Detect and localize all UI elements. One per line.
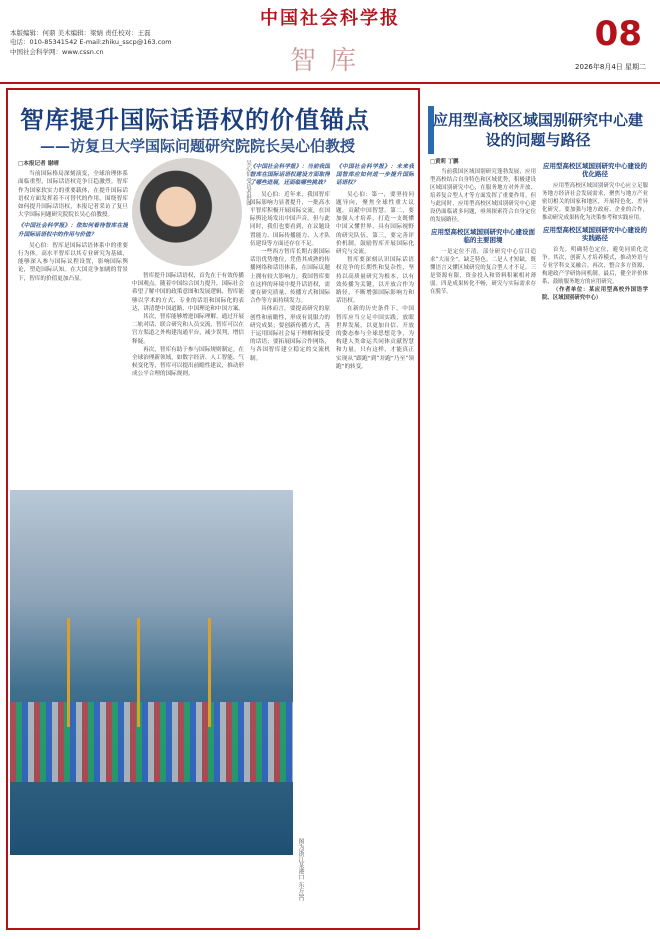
right-byline: □黄莉 丁鹏 xyxy=(430,159,459,165)
right-section-1-text: 应用型高校区域国别研究中心应立足服务地方经济社会发展需求，聚焦与地方产业密切相关的国家和地区，开展特色化、差异化研究。要加强与地方政府、企业的合作，推动研究成果转化为决策参考和实践应用。 xyxy=(542,183,648,221)
newspaper-title: 中国社会科学报 xyxy=(260,8,400,29)
article-headline: 智库提升国际话语权的价值锚点 xyxy=(20,105,370,134)
paragraph: 智库要深刻认识国际话语权竞争的长期性和复杂性，坚持以高质量研究为根本，以有效传播为关键，以开放合作为路径，不断增强国际影响力和话语权。 xyxy=(336,257,414,305)
container-stacks xyxy=(10,702,293,782)
article-subhead: ——访复旦大学国际问题研究院院长吴心伯教授 xyxy=(40,137,356,155)
port-photo-caption: 图为浙江某港口 东方IC xyxy=(297,838,304,901)
column-1 xyxy=(18,160,128,485)
paragraph: 具体而言，要提高研究的原创性和前瞻性，形成有说服力的研究成果；要创新传播方式，善于运用国际社会易于理解和接受的话语；要拓展国际合作网络，与各国智库建立稳定的交流机制。 xyxy=(250,306,330,362)
website-info: 中国社会科学网：www.cssn.cn xyxy=(10,48,104,56)
paragraph: 一些西方智库长期占据国际话语优势地位，凭借其成熟的传播网络和话语体系，在国际议题上拥有较大影响力。我国智库要在这样的环境中提升话语权，需要在研究质量、传播方式和国际合作等方面持续发力。 xyxy=(250,249,330,305)
port-photo xyxy=(10,490,293,855)
question-2: 《中国社会科学报》：当前我国智库在国际话语权建设方面取得了哪些进展，还面临哪些挑战？ xyxy=(250,164,330,187)
contact-info: 电话：010-85341542 E-mail:zhiku_sscp@163.com xyxy=(10,38,172,46)
right-column-1 xyxy=(430,158,536,928)
answer-2: 吴心伯：近年来，我国智库国际影响力显著提升，一批高水平智库积极开展国际交流，在国际舆论场发出中国声音。但与此同时，我们也要看到，在议题设置能力、国际传播能力、人才队伍建设等方面还存在不足。 xyxy=(250,191,330,247)
answer-3: 吴心伯：第一，要坚持问题导向，聚焦全球性重大议题，贡献中国智慧。第二，要加强人才培养，打造一支既懂中国又懂世界、具有国际视野的研究队伍。第三，要完善评价机制，鼓励智库开展国际化研究与交流。 xyxy=(336,191,414,256)
right-subsection-2: 应用型高校区域国别研究中心建设面临的主要困境 xyxy=(431,228,535,244)
right-section-2-text: 一是定位不清，部分研究中心盲目追求“大而全”，缺乏特色。二是人才短缺，既懂语言又懂区域研究的复合型人才不足。三是资源有限，资金投入和资料积累相对薄弱。四是成果转化不畅，研究与实际需求存在脱节。 xyxy=(430,249,536,295)
photo-caption: 吴心伯 受访者供图 xyxy=(245,160,251,206)
interviewee-photo xyxy=(132,158,242,266)
right-subsection-1: 应用型高校区域国别研究中心建设的优化路径 xyxy=(543,162,647,178)
paragraph: 智库提升国际话语权，首先在于有效传播中国观点。随着中国综合国力提升，国际社会希望了解中国的政策意图和发展逻辑，智库能够以学术的方式、专业的话语和国际化的表达，讲清楚中国道路、中国理论和中国方案。 xyxy=(132,273,244,312)
editor-info: 本版编辑：何鼎 美术编辑：梁婧 责任校对：王磊 xyxy=(10,29,151,37)
page-number: 08 xyxy=(594,14,642,54)
crane xyxy=(208,618,211,728)
paragraph: 在新的历史条件下，中国智库应当立足中国实践，放眼世界发展，以更加自信、开放的姿态参与全球思想竞争，为构建人类命运共同体贡献智慧和力量。只有这样，才能真正实现从“跟跑”到“并跑”乃至“领跑”的转变。 xyxy=(336,306,414,370)
intro-paragraph: 当前国际格局深刻演变，全球治理体系面临重塑，国际话语权竞争日趋激烈。智库作为国家软实力的重要载体，在提升国际话语权方面发挥着不可替代的作用。围绕智库如何提升国际话语权，本报记者采访了复旦大学国际问题研究院院长吴心伯教授。 xyxy=(18,171,128,219)
right-subsection-3: 应用型高校区域国别研究中心建设的实践路径 xyxy=(543,226,647,242)
masthead xyxy=(0,0,660,84)
section-title: 智库 xyxy=(289,46,370,76)
question-3: 《中国社会科学报》：未来我国智库应如何进一步提升国际话语权？ xyxy=(336,164,414,187)
issue-date: 2026年8月4日 星期二 xyxy=(575,63,646,71)
crane xyxy=(67,618,70,728)
crane xyxy=(137,618,140,728)
right-intro: 当前我国区域国别研究蓬勃发展，应用型高校结合自身特色和区域优势，积极建设区域国别研究中心，在服务地方对外开放、培养复合型人才等方面发挥了重要作用。但与此同时，应用型高校区域国别研究中心建设仍面临诸多问题，亟须探索符合自身定位的发展路径。 xyxy=(430,169,536,223)
right-article-title: 应用型高校区域国别研究中心建设的问题与路径 xyxy=(432,111,643,149)
column-3 xyxy=(250,160,330,485)
right-column-2 xyxy=(542,158,648,928)
answer-1: 吴心伯：智库是国际话语体系中的重要行为体。高水平智库以其专业研究为基础，能够深入参与国际议程设置，影响国际舆论，塑造国际认知。在大国竞争加剧的背景下，智库的价值更加凸显。 xyxy=(18,242,128,282)
column-4 xyxy=(336,160,414,920)
article-byline: □本报记者 谢晴 xyxy=(18,161,59,167)
right-section-3-text: 首先，明确特色定位，避免同质化竞争。其次，创新人才培养模式，推动外语与专业学科交叉融合。再次，整合多方资源，构建政产学研协同机制。最后，健全评价体系，鼓励服务地方的应用研究。 xyxy=(542,247,648,285)
paragraph: 其次，智库能够增进国际理解。通过开展二轨对话、联合研究和人员交流，智库可以在官方渠道之外构建沟通平台，减少误判，增信释疑。 xyxy=(132,314,244,345)
column-2 xyxy=(132,272,244,486)
question-1: 《中国社会科学报》：您如何看待智库在提升国际话语权中的作用与价值？ xyxy=(18,223,128,238)
right-footer: （作者单位：某应用型高校外国语学院、区域国别研究中心） xyxy=(542,287,648,301)
paragraph: 再次，智库有助于参与国际规则制定。在全球治理新领域，如数字经济、人工智能、气候变化等，智库可以提出前瞻性建议，推动形成公平合理的国际规则。 xyxy=(132,346,244,378)
